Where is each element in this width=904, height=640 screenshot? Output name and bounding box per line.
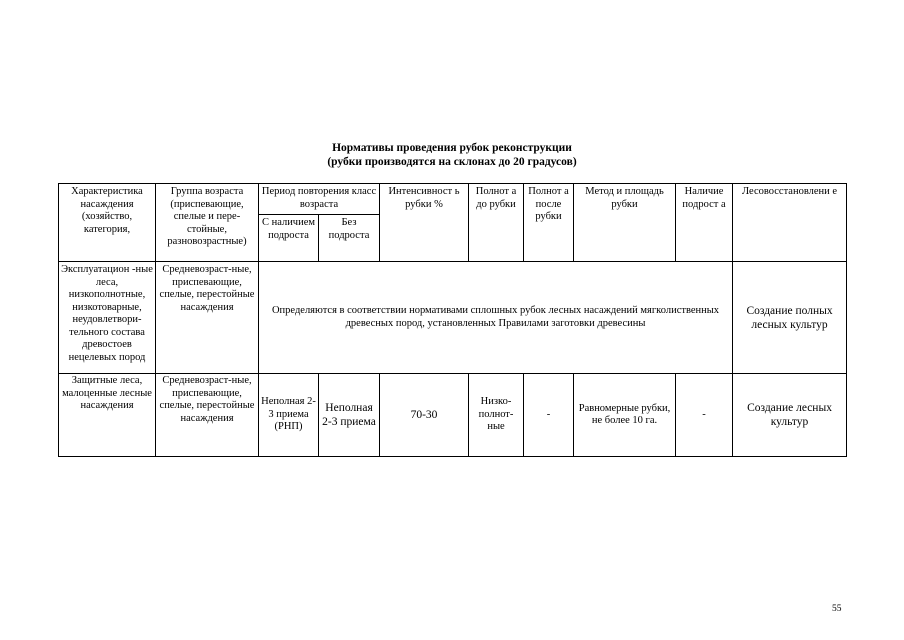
row2-period-without: Неполная 2-3 приема: [319, 374, 380, 457]
reconstruction-cutting-norms-table: [58, 183, 847, 457]
row2-characteristic: Защитные леса, малоценные лесные насаждения: [59, 374, 156, 457]
row2-period-with: Неполная 2-3 приема (РНП): [259, 374, 319, 457]
row2-undergrowth: -: [676, 374, 733, 457]
table-row: [59, 262, 847, 374]
header-reforestation: Лесовосстановлени е: [733, 184, 847, 262]
row2-density-after: -: [524, 374, 574, 457]
row2-age-group: Средневозраст-ные, приспевающие, спелые, перестойные насаждения: [156, 374, 259, 457]
header-period-without-undergrowth: Без подроста: [319, 215, 380, 262]
header-density-before: Полнот а до рубки: [469, 184, 524, 262]
row2-intensity: 70-30: [380, 374, 469, 457]
row1-characteristic: Эксплуатацион -ные леса, низкополнотные, низкотоварные, неудовлетвори-тельного состава древостоев нецелевых пород: [59, 262, 156, 374]
document-title: [0, 141, 904, 169]
header-method: Метод и площадь рубки: [574, 184, 676, 262]
header-age-group: Группа возраста (приспевающие, спелые и пере-стойные, разновозрастные): [156, 184, 259, 262]
header-undergrowth: Наличие подрост а: [676, 184, 733, 262]
row1-age-group: Средневозраст-ные, приспевающие, спелые, перестойные насаждения: [156, 262, 259, 374]
header-density-after: Полнот а после рубки: [524, 184, 574, 262]
row2-reforestation: Создание лесных культур: [733, 374, 847, 457]
row1-reforestation: Создание полных лесных культур: [733, 262, 847, 374]
page-number: 55: [832, 604, 842, 614]
header-intensity: Интенсивност ь рубки %: [380, 184, 469, 262]
row1-merged-note: Определяются в соответствии нормативами сплошных рубок лесных насаждений мягколиственных древесных пород, установленных Правилами заготовки древесины: [259, 262, 733, 374]
header-period: Период повторения класс возраста: [259, 184, 380, 215]
title-line-2: (рубки производятся на склонах до 20 градусов): [327, 156, 577, 168]
row2-density-before: Низко-полнот-ные: [469, 374, 524, 457]
row2-method: Равномерные рубки, не более 10 га.: [574, 374, 676, 457]
table-row: [59, 374, 847, 457]
header-characteristic: Характеристика насаждения (хозяйство, категория,: [59, 184, 156, 262]
header-row-1: [59, 184, 847, 215]
header-period-with-undergrowth: С наличием подроста: [259, 215, 319, 262]
title-line-1: Нормативы проведения рубок реконструкции: [332, 142, 572, 154]
